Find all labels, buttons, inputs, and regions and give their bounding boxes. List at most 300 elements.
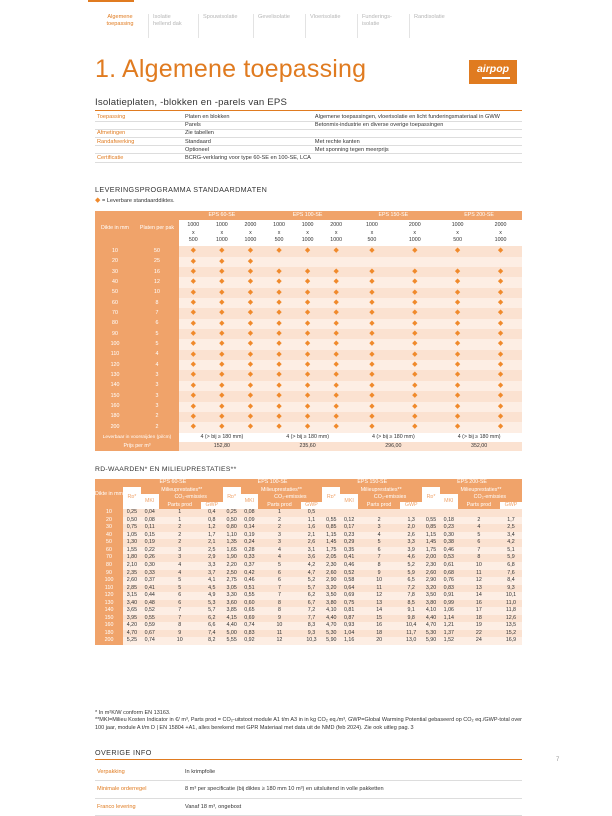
availability-cell bbox=[322, 246, 351, 256]
dot-icon: ◆ bbox=[412, 288, 418, 296]
platen-cell: 16 bbox=[135, 267, 179, 277]
value-cell: 11 bbox=[458, 570, 500, 578]
dot-icon: ◆ bbox=[190, 268, 196, 276]
availability-cell bbox=[265, 288, 294, 298]
other-row bbox=[95, 763, 522, 781]
dot-icon: ◆ bbox=[497, 340, 504, 348]
dot-icon: ◆ bbox=[219, 299, 225, 307]
availability-cell bbox=[208, 288, 237, 298]
dot-icon: ◆ bbox=[369, 412, 375, 420]
header-row-3 bbox=[95, 494, 522, 502]
dot-icon: ◆ bbox=[276, 350, 282, 358]
value-cell: 0,55 bbox=[322, 517, 340, 525]
dot-icon: ◆ bbox=[454, 340, 461, 348]
availability-cell bbox=[479, 319, 522, 329]
availability-cell bbox=[350, 350, 393, 360]
value-cell: 7 bbox=[159, 615, 201, 623]
availability-cell bbox=[436, 360, 479, 370]
value-cell: 9 bbox=[159, 630, 201, 638]
value-cell: 8,5 bbox=[400, 600, 422, 608]
value-cell: 12 bbox=[458, 577, 500, 585]
value-cell: 3,1 bbox=[301, 547, 323, 555]
dikte-cell: 30 bbox=[95, 524, 123, 532]
dikte-cell: 140 bbox=[95, 381, 135, 391]
value-cell bbox=[400, 509, 422, 517]
availability-cell bbox=[179, 360, 208, 370]
availability-cell bbox=[393, 412, 436, 422]
platen-cell: 4 bbox=[135, 350, 179, 360]
value-cell: 3,80 bbox=[422, 600, 440, 608]
table-row bbox=[95, 607, 522, 615]
value-cell: 24 bbox=[458, 637, 500, 645]
dot-icon: ◆ bbox=[247, 412, 254, 420]
tab-gevelisolatie[interactable]: Gevelisolatie bbox=[253, 14, 300, 38]
table-row bbox=[95, 319, 522, 329]
value-cell: 3,20 bbox=[422, 585, 440, 593]
platen-cell: 10 bbox=[135, 288, 179, 298]
dot-icon: ◆ bbox=[497, 350, 504, 358]
value-cell: 20 bbox=[358, 637, 400, 645]
table-row bbox=[95, 592, 522, 600]
value-cell: 0,75 bbox=[123, 524, 141, 532]
dot-icon: ◆ bbox=[219, 309, 225, 317]
value-cell: 0,42 bbox=[241, 570, 259, 578]
value-cell: 0,19 bbox=[241, 532, 259, 540]
dikte-cell: 120 bbox=[95, 592, 123, 600]
dot-icon: ◆ bbox=[247, 268, 254, 276]
availability-cell bbox=[322, 319, 351, 329]
dot-icon: ◆ bbox=[190, 299, 196, 307]
value-cell: 4,70 bbox=[123, 630, 141, 638]
value-cell: 5 bbox=[458, 532, 500, 540]
dikte-cell: 90 bbox=[95, 329, 135, 339]
dot-icon: ◆ bbox=[304, 309, 311, 317]
availability-cell bbox=[179, 412, 208, 422]
availability-cell bbox=[293, 329, 322, 339]
dikte-cell: 100 bbox=[95, 577, 123, 585]
platen-cell: 3 bbox=[135, 370, 179, 380]
availability-cell bbox=[479, 402, 522, 412]
prijs-cell: 235,60 bbox=[265, 442, 351, 451]
dikte-cell: 110 bbox=[95, 585, 123, 593]
dot-icon: ◆ bbox=[369, 309, 375, 317]
parts-header: Parts prod bbox=[159, 502, 201, 510]
platen-cell: 25 bbox=[135, 257, 179, 267]
value-cell: 0,22 bbox=[141, 547, 159, 555]
value-cell: 1,7 bbox=[201, 532, 223, 540]
size-cell: 1000 x 1000 bbox=[293, 220, 322, 246]
dikte-cell: 130 bbox=[95, 600, 123, 608]
availability-cell bbox=[179, 422, 208, 432]
value-cell: 5,30 bbox=[322, 630, 340, 638]
header-row-2 bbox=[95, 487, 522, 495]
co2-header: CO₂-emissies bbox=[458, 494, 522, 502]
footnotes bbox=[95, 710, 525, 732]
availability-cell bbox=[293, 277, 322, 287]
airpop-logo: airpop bbox=[469, 60, 517, 84]
rd-milieu-table bbox=[95, 479, 522, 645]
dot-icon: ◆ bbox=[333, 309, 339, 317]
dikte-cell: 180 bbox=[95, 630, 123, 638]
availability-cell bbox=[350, 308, 393, 318]
value-cell bbox=[500, 509, 522, 517]
dot-icon: ◆ bbox=[454, 361, 461, 369]
value-cell: 3,4 bbox=[500, 532, 522, 540]
dot-icon: ◆ bbox=[276, 423, 282, 431]
availability-cell bbox=[350, 381, 393, 391]
tab-funderingsisolatie[interactable]: Funderings- isolatie bbox=[357, 14, 404, 38]
leverbaar-cell: 4 (> bij ≥ 180 mm) bbox=[436, 433, 522, 442]
dot-icon: ◆ bbox=[276, 309, 282, 317]
dot-icon: ◆ bbox=[247, 319, 254, 327]
type-header: EPS 150-SE bbox=[350, 211, 436, 220]
table-row bbox=[95, 381, 522, 391]
dot-icon: ◆ bbox=[304, 330, 311, 338]
value-cell: 4 bbox=[159, 562, 201, 570]
dot-icon: ◆ bbox=[369, 340, 375, 348]
header-row bbox=[95, 479, 522, 487]
value-cell: 12,6 bbox=[500, 615, 522, 623]
dikte-cell: 110 bbox=[95, 350, 135, 360]
dot-icon: ◆ bbox=[412, 268, 418, 276]
value-cell: 4,6 bbox=[400, 554, 422, 562]
co2-header: CO₂-emissies bbox=[258, 494, 322, 502]
value-cell: 3,65 bbox=[123, 607, 141, 615]
dot-icon: ◆ bbox=[219, 423, 225, 431]
dikte-cell: 50 bbox=[95, 539, 123, 547]
value-cell: 3,05 bbox=[223, 585, 241, 593]
dot-icon: ◆ bbox=[276, 278, 282, 286]
dot-icon: ◆ bbox=[412, 392, 418, 400]
tab-randisolatie[interactable]: Randisolatie bbox=[409, 14, 459, 38]
size-cell: 1000 x 500 bbox=[265, 220, 294, 246]
availability-cell bbox=[479, 267, 522, 277]
other-row bbox=[95, 781, 522, 799]
value-cell: 4 bbox=[358, 532, 400, 540]
milieu-header: Milieuprestaties** bbox=[340, 487, 422, 495]
value-cell: 10,3 bbox=[301, 637, 323, 645]
gwp-header: GWP bbox=[500, 502, 522, 510]
dot-icon: ◆ bbox=[190, 309, 196, 317]
availability-cell bbox=[236, 257, 265, 267]
info-row bbox=[95, 154, 522, 162]
value-cell: 3,85 bbox=[223, 607, 241, 615]
dot-icon: ◆ bbox=[412, 247, 418, 255]
dikte-cell: 90 bbox=[95, 570, 123, 578]
value-cell: 2,60 bbox=[422, 570, 440, 578]
mki-header: MKI bbox=[340, 494, 358, 509]
dot-icon: ◆ bbox=[454, 412, 461, 420]
availability-cell bbox=[322, 381, 351, 391]
dot-icon: ◆ bbox=[190, 381, 196, 389]
availability-cell bbox=[265, 370, 294, 380]
dikte-cell: 200 bbox=[95, 422, 135, 432]
dikte-header: Dikte in mm bbox=[95, 479, 123, 509]
availability-cell bbox=[479, 391, 522, 401]
co2-header: CO₂-emissies bbox=[358, 494, 422, 502]
availability-cell bbox=[236, 370, 265, 380]
dikte-cell: 130 bbox=[95, 370, 135, 380]
leverbaar-cell: 4 (> bij ≥ 180 mm) bbox=[265, 433, 351, 442]
availability-cell bbox=[350, 277, 393, 287]
dot-icon: ◆ bbox=[454, 299, 461, 307]
value-cell: 1,75 bbox=[422, 547, 440, 555]
value-cell: 1,30 bbox=[123, 539, 141, 547]
availability-cell bbox=[479, 288, 522, 298]
value-cell: 7 bbox=[159, 607, 201, 615]
value-cell: 0,93 bbox=[340, 622, 358, 630]
info-value bbox=[313, 154, 522, 162]
value-cell: 15 bbox=[358, 615, 400, 623]
divider bbox=[95, 110, 522, 111]
dot-icon: ◆ bbox=[497, 278, 504, 286]
value-cell: 2,30 bbox=[422, 562, 440, 570]
dot-icon: ◆ bbox=[333, 350, 339, 358]
dot-icon: ◆ bbox=[454, 288, 461, 296]
availability-cell bbox=[293, 412, 322, 422]
availability-cell bbox=[322, 391, 351, 401]
dot-icon: ◆ bbox=[333, 361, 339, 369]
dot-icon: ◆ bbox=[369, 278, 375, 286]
table-row bbox=[95, 277, 522, 287]
gwp-header: GWP bbox=[301, 502, 323, 510]
dot-icon: ◆ bbox=[247, 350, 254, 358]
dikte-cell: 30 bbox=[95, 267, 135, 277]
value-cell: 8 bbox=[159, 622, 201, 630]
table-row bbox=[95, 288, 522, 298]
value-cell: 5,2 bbox=[400, 562, 422, 570]
table-row bbox=[95, 547, 522, 555]
info-key: Afmetingen bbox=[95, 129, 183, 137]
value-cell: 8 bbox=[258, 600, 300, 608]
value-cell: 6,2 bbox=[301, 592, 323, 600]
dikte-cell: 60 bbox=[95, 547, 123, 555]
dot-icon: ◆ bbox=[333, 423, 339, 431]
type-header: EPS 100-SE bbox=[223, 479, 323, 487]
tab-algemene-toepassing[interactable]: Algemene toepassing bbox=[106, 14, 134, 27]
value-cell: 4,1 bbox=[201, 577, 223, 585]
availability-cell bbox=[265, 391, 294, 401]
value-cell: 8,2 bbox=[201, 637, 223, 645]
table-row bbox=[95, 267, 522, 277]
dot-icon: ◆ bbox=[412, 412, 418, 420]
table-row bbox=[95, 577, 522, 585]
info-sub: Optioneel bbox=[183, 146, 313, 154]
dot-icon: ◆ bbox=[412, 278, 418, 286]
dot-icon: ◆ bbox=[369, 423, 375, 431]
dot-icon: ◆ bbox=[304, 361, 311, 369]
dot-icon: ◆ bbox=[219, 392, 225, 400]
dot-icon: ◆ bbox=[276, 412, 282, 420]
availability-cell bbox=[179, 246, 208, 256]
dot-icon: ◆ bbox=[276, 319, 282, 327]
info-row bbox=[95, 129, 522, 137]
tab-isolatie-hellend-dak[interactable]: Isolatie hellend dak bbox=[148, 14, 190, 38]
availability-cell bbox=[236, 246, 265, 256]
value-cell: 9 bbox=[258, 615, 300, 623]
dot-icon: ◆ bbox=[333, 402, 339, 410]
value-cell: 0,5 bbox=[301, 509, 323, 517]
dot-icon: ◆ bbox=[454, 371, 461, 379]
value-cell: 0,53 bbox=[440, 554, 458, 562]
subtitle: Isolatieplaten, -blokken en -parels van EPS bbox=[95, 97, 288, 108]
mki-header: MKI bbox=[241, 494, 259, 509]
value-cell: 0,14 bbox=[241, 524, 259, 532]
value-cell: 3,80 bbox=[322, 600, 340, 608]
availability-cell bbox=[393, 360, 436, 370]
value-cell: 2,1 bbox=[201, 539, 223, 547]
info-value: Betonmix-industrie en diverse overige toepassingen bbox=[313, 121, 522, 129]
availability-cell bbox=[322, 298, 351, 308]
parts-header: Parts prod bbox=[358, 502, 400, 510]
table-row bbox=[95, 391, 522, 401]
value-cell: 1,45 bbox=[322, 539, 340, 547]
dikte-cell: 180 bbox=[95, 412, 135, 422]
dot-icon: ◆ bbox=[304, 381, 311, 389]
tab-vloerisolatie[interactable]: Vloerisolatie bbox=[305, 14, 352, 38]
dot-icon: ◆ bbox=[412, 361, 418, 369]
value-cell: 0,75 bbox=[340, 600, 358, 608]
availability-cell bbox=[436, 412, 479, 422]
value-cell: 2,75 bbox=[223, 577, 241, 585]
availability-cell bbox=[179, 277, 208, 287]
value-cell: 2 bbox=[159, 524, 201, 532]
value-cell: 15,2 bbox=[500, 630, 522, 638]
other-value: Vanaf 18 m³, ongebost bbox=[183, 798, 522, 816]
dot-icon: ◆ bbox=[369, 247, 375, 255]
value-cell: 2,5 bbox=[201, 547, 223, 555]
dot-icon: ◆ bbox=[454, 268, 461, 276]
dot-icon: ◆ bbox=[219, 340, 225, 348]
availability-cell bbox=[208, 308, 237, 318]
value-cell bbox=[358, 509, 400, 517]
value-cell: 0,81 bbox=[340, 607, 358, 615]
value-cell: 18 bbox=[458, 615, 500, 623]
availability-cell bbox=[393, 246, 436, 256]
value-cell: 2,35 bbox=[123, 570, 141, 578]
platen-cell: 2 bbox=[135, 412, 179, 422]
table-row bbox=[95, 562, 522, 570]
value-cell: 0,08 bbox=[241, 509, 259, 517]
value-cell: 0,74 bbox=[241, 622, 259, 630]
value-cell: 0,46 bbox=[340, 562, 358, 570]
dot-icon: ◆ bbox=[190, 340, 196, 348]
co2-header: CO₂-emissies bbox=[159, 494, 223, 502]
availability-cell bbox=[265, 319, 294, 329]
value-cell: 8 bbox=[258, 607, 300, 615]
table-row bbox=[95, 298, 522, 308]
dot-icon: ◆ bbox=[304, 423, 311, 431]
dot-icon: ◆ bbox=[304, 392, 311, 400]
milieu-header: Milieuprestaties** bbox=[141, 487, 223, 495]
info-row bbox=[95, 146, 522, 154]
value-cell: 0,99 bbox=[440, 600, 458, 608]
value-cell: 13,5 bbox=[500, 622, 522, 630]
value-cell: 2 bbox=[159, 539, 201, 547]
availability-cell bbox=[208, 339, 237, 349]
availability-cell bbox=[479, 381, 522, 391]
dot-icon: ◆ bbox=[304, 247, 311, 255]
availability-cell bbox=[293, 267, 322, 277]
dot-icon: ◆ bbox=[369, 268, 375, 276]
availability-cell bbox=[322, 308, 351, 318]
value-cell: 0,11 bbox=[141, 524, 159, 532]
footnote-2: **MKI=Milieu Kosten Indicator in €/ m³, Parts prod = CO₂-uitstoot module A1 t/m A3 in in kg CO₂ eq./m³, GWP=Global Warming Potential gebaseerd op CO₂ eq./GWP-total over 100 jaar, module A t/m D | EN 15804 +A1, alles berekend met GPR Materiaal met data uit de NMD (feb 2024). Zie ook uitleg pag. 3 bbox=[95, 717, 522, 731]
availability-cell bbox=[436, 391, 479, 401]
value-cell: 1,80 bbox=[123, 554, 141, 562]
availability-cell bbox=[479, 412, 522, 422]
availability-cell bbox=[350, 246, 393, 256]
dot-icon: ◆ bbox=[304, 340, 311, 348]
value-cell: 3 bbox=[258, 532, 300, 540]
availability-cell bbox=[208, 412, 237, 422]
value-cell: 11,7 bbox=[400, 630, 422, 638]
availability-cell bbox=[393, 329, 436, 339]
dot-icon: ◆ bbox=[412, 309, 418, 317]
value-cell: 3,3 bbox=[400, 539, 422, 547]
table-row bbox=[95, 339, 522, 349]
dot-icon: ◆ bbox=[454, 309, 461, 317]
availability-cell bbox=[436, 319, 479, 329]
availability-cell bbox=[236, 412, 265, 422]
table-row bbox=[95, 412, 522, 422]
table-row bbox=[95, 329, 522, 339]
dot-icon: ◆ bbox=[369, 381, 375, 389]
dot-icon: ◆ bbox=[454, 392, 461, 400]
info-row bbox=[95, 121, 522, 129]
platen-cell: 50 bbox=[135, 246, 179, 256]
availability-cell bbox=[436, 288, 479, 298]
tab-spouwisolatie[interactable]: Spouwisolatie bbox=[198, 14, 248, 38]
table-row bbox=[95, 422, 522, 432]
dikte-header: Dikte in mm bbox=[95, 211, 135, 246]
value-cell: 1,7 bbox=[500, 517, 522, 525]
table-row bbox=[95, 257, 522, 267]
value-cell: 1,04 bbox=[340, 630, 358, 638]
dot-icon: ◆ bbox=[276, 392, 282, 400]
value-cell: 7,2 bbox=[400, 585, 422, 593]
value-cell bbox=[322, 509, 340, 517]
availability-cell bbox=[350, 360, 393, 370]
availability-cell bbox=[350, 422, 393, 432]
dot-icon: ◆ bbox=[219, 330, 225, 338]
availability-cell bbox=[479, 339, 522, 349]
availability-cell bbox=[236, 422, 265, 432]
availability-cell bbox=[208, 246, 237, 256]
value-cell: 6,8 bbox=[500, 562, 522, 570]
value-cell: 3,40 bbox=[123, 600, 141, 608]
size-cell: 2000 x 1000 bbox=[322, 220, 351, 246]
value-cell: 2,6 bbox=[400, 532, 422, 540]
dot-icon: ◆ bbox=[497, 319, 504, 327]
table-row bbox=[95, 370, 522, 380]
dikte-cell: 60 bbox=[95, 298, 135, 308]
value-cell: 3 bbox=[258, 539, 300, 547]
dikte-cell: 150 bbox=[95, 391, 135, 401]
table-row bbox=[95, 615, 522, 623]
value-cell: 7,7 bbox=[301, 615, 323, 623]
value-cell: 0,33 bbox=[241, 554, 259, 562]
availability-cell bbox=[322, 422, 351, 432]
value-cell: 0,55 bbox=[141, 615, 159, 623]
value-cell: 0,18 bbox=[440, 517, 458, 525]
availability-cell bbox=[393, 288, 436, 298]
value-cell: 5,7 bbox=[301, 585, 323, 593]
value-cell: 0,09 bbox=[241, 517, 259, 525]
value-cell: 16 bbox=[458, 600, 500, 608]
info-sub: BCRG-verklaring voor type 60-SE en 100-SE, LCA bbox=[185, 155, 311, 162]
dikte-cell: 20 bbox=[95, 517, 123, 525]
